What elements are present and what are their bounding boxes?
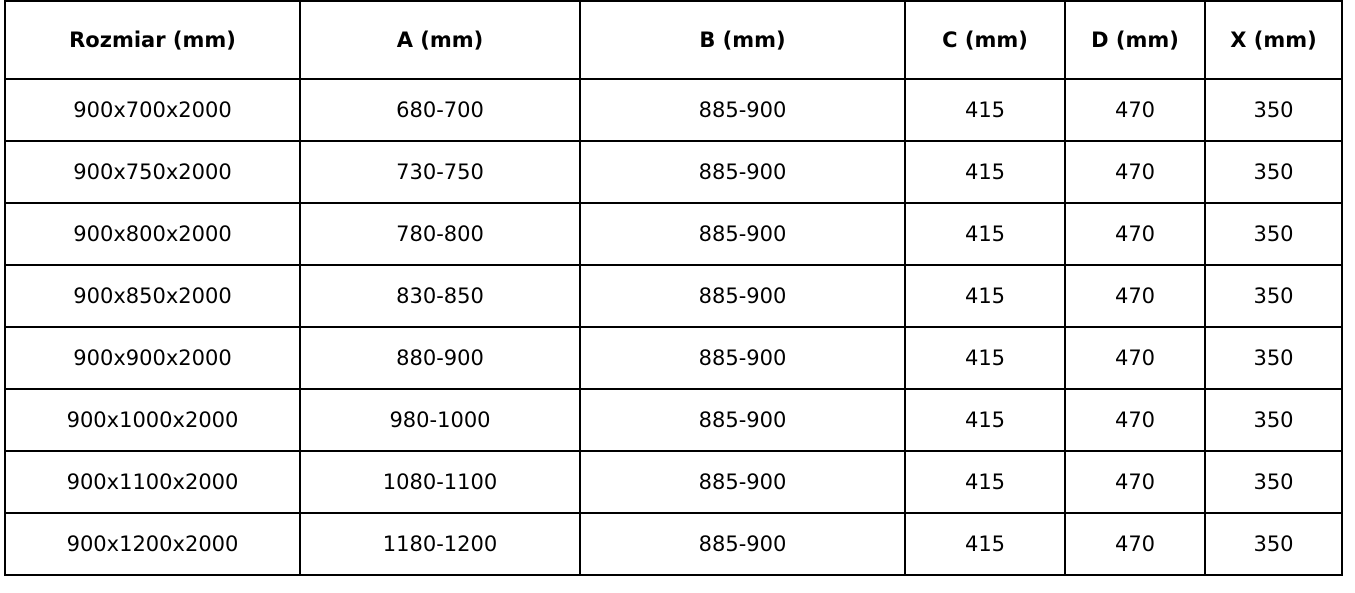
cell-c: 415 [905,265,1065,327]
cell-x: 350 [1205,513,1342,575]
table-row [5,141,1342,203]
cell-x: 350 [1205,327,1342,389]
column-header-b: B (mm) [580,1,905,79]
cell-x: 350 [1205,79,1342,141]
table-row [5,389,1342,451]
cell-d: 470 [1065,265,1205,327]
table-body [5,79,1342,575]
cell-d: 470 [1065,141,1205,203]
cell-c: 415 [905,513,1065,575]
cell-a: 830-850 [300,265,580,327]
cell-c: 415 [905,389,1065,451]
column-header-x: X (mm) [1205,1,1342,79]
cell-c: 415 [905,327,1065,389]
cell-x: 350 [1205,141,1342,203]
cell-x: 350 [1205,203,1342,265]
table-header [5,1,1342,79]
cell-b: 885-900 [580,451,905,513]
cell-d: 470 [1065,451,1205,513]
cell-rozmiar: 900x850x2000 [5,265,300,327]
cell-x: 350 [1205,265,1342,327]
dimensions-table [4,0,1343,576]
cell-a: 1180-1200 [300,513,580,575]
cell-b: 885-900 [580,141,905,203]
cell-c: 415 [905,79,1065,141]
cell-rozmiar: 900x800x2000 [5,203,300,265]
column-header-rozmiar: Rozmiar (mm) [5,1,300,79]
cell-a: 680-700 [300,79,580,141]
cell-rozmiar: 900x1100x2000 [5,451,300,513]
table-row [5,79,1342,141]
cell-rozmiar: 900x1000x2000 [5,389,300,451]
cell-d: 470 [1065,79,1205,141]
cell-b: 885-900 [580,513,905,575]
table-row [5,513,1342,575]
column-header-c: C (mm) [905,1,1065,79]
cell-b: 885-900 [580,327,905,389]
cell-a: 730-750 [300,141,580,203]
table-row [5,451,1342,513]
cell-d: 470 [1065,513,1205,575]
cell-a: 1080-1100 [300,451,580,513]
table-row [5,203,1342,265]
column-header-d: D (mm) [1065,1,1205,79]
cell-rozmiar: 900x700x2000 [5,79,300,141]
cell-x: 350 [1205,451,1342,513]
cell-b: 885-900 [580,265,905,327]
cell-c: 415 [905,141,1065,203]
cell-d: 470 [1065,389,1205,451]
cell-c: 415 [905,203,1065,265]
cell-a: 980-1000 [300,389,580,451]
cell-d: 470 [1065,327,1205,389]
table-header-row [5,1,1342,79]
cell-x: 350 [1205,389,1342,451]
cell-rozmiar: 900x750x2000 [5,141,300,203]
cell-d: 470 [1065,203,1205,265]
cell-rozmiar: 900x900x2000 [5,327,300,389]
cell-b: 885-900 [580,203,905,265]
column-header-a: A (mm) [300,1,580,79]
cell-c: 415 [905,451,1065,513]
table-row [5,265,1342,327]
cell-rozmiar: 900x1200x2000 [5,513,300,575]
cell-b: 885-900 [580,79,905,141]
cell-a: 780-800 [300,203,580,265]
table-row [5,327,1342,389]
cell-b: 885-900 [580,389,905,451]
cell-a: 880-900 [300,327,580,389]
